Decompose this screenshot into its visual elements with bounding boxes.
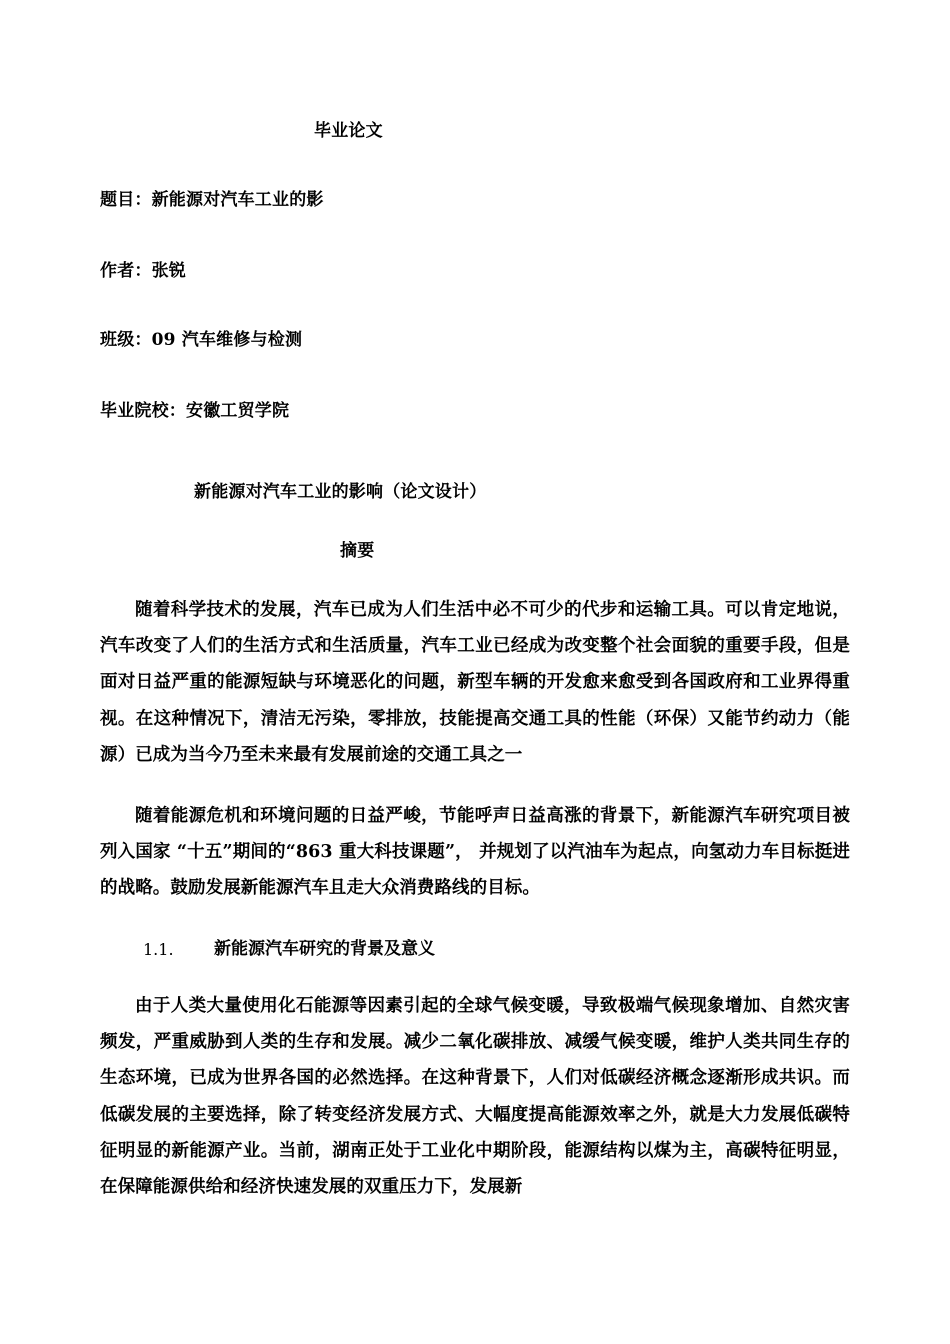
section-number: 1.1. (143, 940, 174, 959)
cover-subject: 题目：新能源对汽车工业的影 (100, 190, 324, 210)
abstract-paragraph-1: 随着科学技术的发展，汽车已成为人们生活中必不可少的代步和运输工具。可以肯定地说，汽车改变了人们的生活方式和生活质量，汽车工业已经成为改变整个社会面貌的重要手段，但是面对日益严重的能源短缺与环境恶化的问题，新型车辆的开发愈来愈受到各国政府和工业界得重视。在这种情况下，清洁无污染，零排放，技能提高交通工具的性能（环保）又能节约动力（能源）已成为当今乃至未来最有发展前途的交通工具之一 (100, 600, 850, 765)
paper-title: 新能源对汽车工业的影响（论文设计） (194, 482, 487, 502)
section-paragraph-1: 由于人类大量使用化石能源等因素引起的全球气候变暖，导致极端气候现象增加、自然灾害频发，严重威胁到人类的生存和发展。减少二氧化碳排放、减缓气候变暖，维护人类共同生存的生态环境，已成为世界各国的必然选择。在这种背景下，人们对低碳经济概念逐渐形成共识。而低碳发展的主要选择，除了转变经济发展方式、大幅度提高能源效率之外，就是大力发展低碳特征明显的新能源产业。当前，湖南正处于工业化中期阶段，能源结构以煤为主，高碳特征明显，在保障能源供给和经济快速发展的双重压力下，发展新 (100, 996, 850, 1198)
abstract-heading: 摘要 (340, 541, 375, 561)
abstract-paragraph-2: 随着能源危机和环境问题的日益严峻，节能呼声日益高涨的背景下，新能源汽车研究项目被列入国家 “十五”期间的“863 重大科技课题”， 并规划了以汽油车为起点，向氢动力车目标挺进的战略。鼓励发展新能源汽车且走大众消费路线的目标。 (100, 806, 850, 899)
cover-class: 班级：09 汽车维修与检测 (100, 330, 303, 350)
cover-title: 毕业论文 (314, 121, 383, 141)
cover-school: 毕业院校：安徽工贸学院 (100, 401, 290, 421)
section-title: 新能源汽车研究的背景及意义 (214, 939, 435, 959)
cover-author: 作者：张锐 (100, 261, 186, 281)
